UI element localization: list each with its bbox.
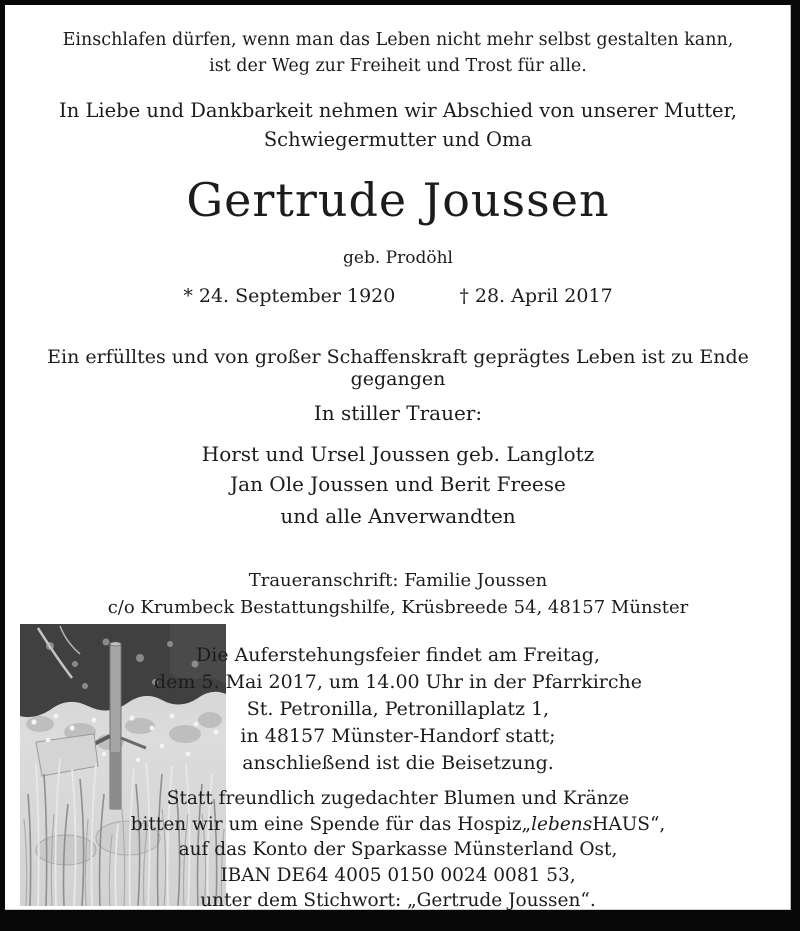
deceased-name: Gertrude Joussen	[186, 173, 610, 227]
mourners-addendum: und alle Anverwandten	[280, 504, 516, 528]
epigraph-line-2: ist der Weg zur Freiheit und Trost für alle.	[209, 56, 587, 76]
service-line-2: dem 5. Mai 2017, um 14.00 Uhr in der Pfarrkirche	[153, 671, 643, 693]
address-line-1: Traueranschrift: Familie Joussen	[248, 570, 548, 591]
service-line-1: Die Auferstehungsfeier findet am Freitag,	[195, 644, 600, 666]
donation-line-1: Statt freundlich zugedachter Blumen und Kränze	[166, 788, 630, 809]
mourning-heading: In stiller Trauer:	[313, 401, 483, 425]
birth-date: * 24. September 1920	[183, 285, 396, 307]
service-details	[5, 642, 791, 777]
donation-line-2-prefix: bitten wir um eine Spende für das Hospiz„	[130, 813, 532, 835]
tribute-line: Ein erfülltes und von großer Schaffenskraft geprägtes Leben ist zu Ende gegangen	[47, 346, 749, 390]
mourner-line-2: Jan Ole Joussen und Berit Freese	[230, 472, 566, 496]
epigraph	[5, 27, 791, 79]
mourner-line-1: Horst und Ursel Joussen geb. Langlotz	[201, 442, 595, 466]
intro-line-1: In Liebe und Dankbarkeit nehmen wir Abschied von unserer Mutter,	[59, 99, 737, 122]
address-line-2: c/o Krumbeck Bestattungshilfe, Krüsbreede 54, 48157 Münster	[107, 597, 689, 618]
donation-line-3: auf das Konto der Sparkasse Münsterland Ost,	[178, 839, 618, 860]
donation-keyword: unter dem Stichwort: „Gertrude Joussen“.	[200, 890, 596, 911]
donation-note	[5, 786, 791, 914]
service-line-4: in 48157 Münster-Handorf statt;	[240, 725, 556, 747]
obituary-card	[5, 5, 791, 910]
service-line-5: anschließend ist die Beisetzung.	[242, 752, 554, 774]
death-date: † 28. April 2017	[459, 285, 613, 307]
epigraph-line-1: Einschlafen dürfen, wenn man das Leben nicht mehr selbst gestalten kann,	[62, 30, 734, 50]
condolence-address	[5, 567, 791, 621]
intro-line-2: Schwiegermutter und Oma	[263, 128, 533, 151]
donation-iban: IBAN DE64 4005 0150 0024 0081 53,	[220, 864, 576, 886]
donation-line-2-suffix: HAUS“,	[592, 813, 666, 835]
donation-hospice-name: lebens	[531, 813, 593, 835]
maiden-name: geb. Prodöhl	[343, 248, 453, 268]
life-dates	[5, 285, 791, 307]
donation-line-2	[5, 812, 791, 838]
service-line-3: St. Petronilla, Petronillaplatz 1,	[246, 698, 550, 720]
mourners-list	[5, 439, 791, 499]
farewell-intro	[5, 96, 791, 154]
